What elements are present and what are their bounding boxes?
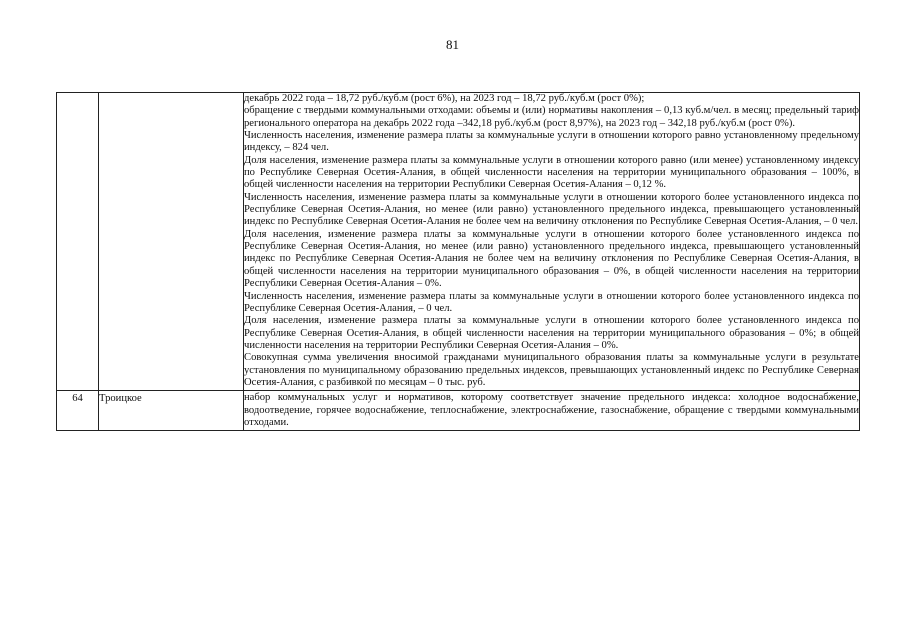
description-paragraph: Численность населения, изменение размера платы за коммунальные услуги в отношении которого более установленного индекса по Республике Северная Осетия-Алания, – 0 чел.: [244, 290, 859, 314]
page-number: 81: [446, 37, 459, 52]
description-paragraph: Доля населения, изменение размера платы за коммунальные услуги в отношении которого более установленного индекса по Республике Северная Осетия-Алания, в общей численности населения на территории муниципального образования – 0%; в общей численности населения на территории Республики Северная Осетия-Алания – 0%.: [244, 315, 859, 351]
description-paragraph: Численность населения, изменение размера платы за коммунальные услуги в отношении которого равно установленному предельному индексу, – 824 чел.: [244, 130, 859, 154]
description-cell: [244, 93, 860, 391]
description-paragraph: обращение с твердыми коммунальными отходами: объемы и (или) нормативы накопления – 0,13 куб.м/чел. в месяц; предельный тариф регионального оператора на декабрь 2022 года –342,18 руб./куб.м (рост 8,97%), на 2023 год – 342,18 руб./куб.м (рост 0%).: [244, 105, 859, 129]
municipality-name: [99, 93, 243, 95]
municipality-name-cell: [99, 93, 244, 391]
description-paragraph: Доля населения, изменение размера платы за коммунальные услуги в отношении которого более установленного индекса по Республике Северная Осетия-Алания, но менее (или равно) установленного предельного индекса, превышающего установленный индекс по Республике Северная Осетия-Алания не более чем на величину отклонения по Республике Северная Осетия-Алания, в общей численности населения на территории муниципального образования – 0%, в общей численности населения на территории Республики Северная Осетия-Алания – 0%.: [244, 228, 859, 290]
row-number-cell: [57, 93, 99, 391]
row-number: 64: [72, 393, 83, 405]
description-cell: [244, 391, 860, 431]
municipality-name-cell: [99, 391, 244, 431]
description-paragraph: набор коммунальных услуг и нормативов, которому соответствует значение предельного индекса: холодное водоснабжение, водоотведение, горячее водоснабжение, теплоснабжение, электроснабжение, газоснабжение, обращение с твердыми коммунальными отходами.: [244, 392, 859, 428]
municipality-name: Троицкое: [99, 393, 142, 405]
table-row: [57, 93, 860, 391]
description-paragraph: декабрь 2022 года – 18,72 руб./куб.м (рост 6%), на 2023 год – 18,72 руб./куб.м (рост 0%);: [244, 93, 645, 104]
table-row: [57, 391, 860, 431]
description-paragraph: Совокупная сумма увеличения вносимой гражданами муниципального образования платы за коммунальные услуги в результате установления по муниципальному образованию предельных индексов, превышающих установленный индекс по Республике Северная Осетия-Алания, с разбивкой по месяцам – 0 тыс. руб.: [244, 352, 859, 388]
row-number: [57, 93, 98, 95]
description-paragraph: Доля населения, изменение размера платы за коммунальные услуги в отношении которого равно (или менее) установленному индексу по Республике Северная Осетия-Алания, в общей численности населения на территории муниципального образования – 100%, в общей численности населения на территории Республики Северная Осетия-Алания – 0,12 %.: [244, 154, 859, 191]
row-number-cell: [57, 391, 99, 431]
municipal-indices-table: [56, 92, 860, 431]
description-paragraph: Численность населения, изменение размера платы за коммунальные услуги в отношении которого более установленного индекса по Республике Северная Осетия-Алания, но менее (или равно) установленного предельного индекса, превышающего установленный индекс по Республике Северная Осетия-Алания не более чем на величину отклонения по Республике Северная Осетия-Алания, – 0 чел.: [244, 191, 859, 228]
